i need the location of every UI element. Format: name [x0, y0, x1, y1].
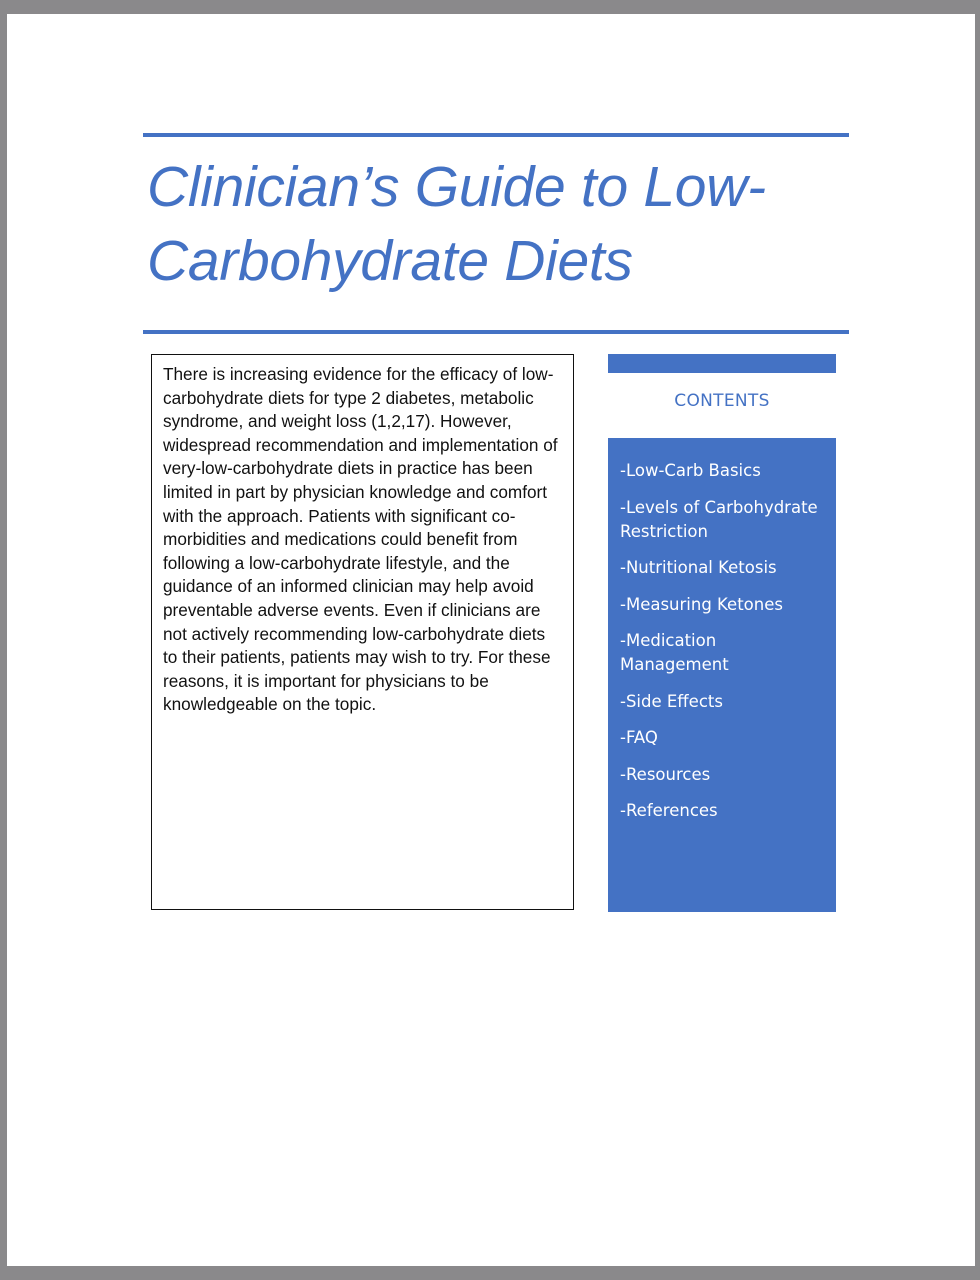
contents-item-references[interactable]: -References: [620, 801, 718, 820]
title-top-rule: [143, 133, 849, 137]
contents-item-measuring-ketones[interactable]: -Measuring Ketones: [620, 594, 783, 614]
contents-item-low-carb-basics[interactable]: -Low-Carb Basics: [620, 461, 761, 480]
title-bottom-rule: [143, 330, 849, 334]
intro-box: [151, 354, 574, 910]
document-page: [7, 14, 975, 1266]
contents-item-levels-of-carbohydrate-restriction[interactable]: -Levels of Carbohydrate Restriction: [620, 497, 818, 541]
contents-item-nutritional-ketosis[interactable]: -Nutritional Ketosis: [620, 558, 777, 577]
contents-item-medication-management[interactable]: -Medication Management: [620, 631, 729, 674]
contents-item-resources[interactable]: -Resources: [620, 764, 711, 784]
contents-header-bar: [608, 354, 836, 373]
contents-item-faq[interactable]: -FAQ: [620, 728, 658, 747]
contents-panel: [608, 438, 836, 912]
contents-heading: CONTENTS: [674, 391, 770, 411]
contents-item-side-effects[interactable]: -Side Effects: [620, 691, 723, 711]
document-title: Clinician’s Guide to Low-Carbohydrate Diets: [147, 155, 766, 293]
intro-text: There is increasing evidence for the efficacy of low-carbohydrate diets for type 2 diabetes, metabolic syndrome, and weight loss (1,2,17). However, widespread recommendation and implementation of very-low-carbohydrate diets in practice has been limited in part by physician knowledge and comfort with the approach. Patients with significant co-morbidities and medications could benefit from following a low-carbohydrate lifestyle, and the guidance of an informed clinician may help avoid preventable adverse events. Even if clinicians are not actively recommending low-carbohydrate diets to their patients, patients may wish to try. For these reasons, it is important for physicians to be knowledgeable on the topic.: [163, 364, 558, 715]
contents-list: [620, 459, 830, 823]
